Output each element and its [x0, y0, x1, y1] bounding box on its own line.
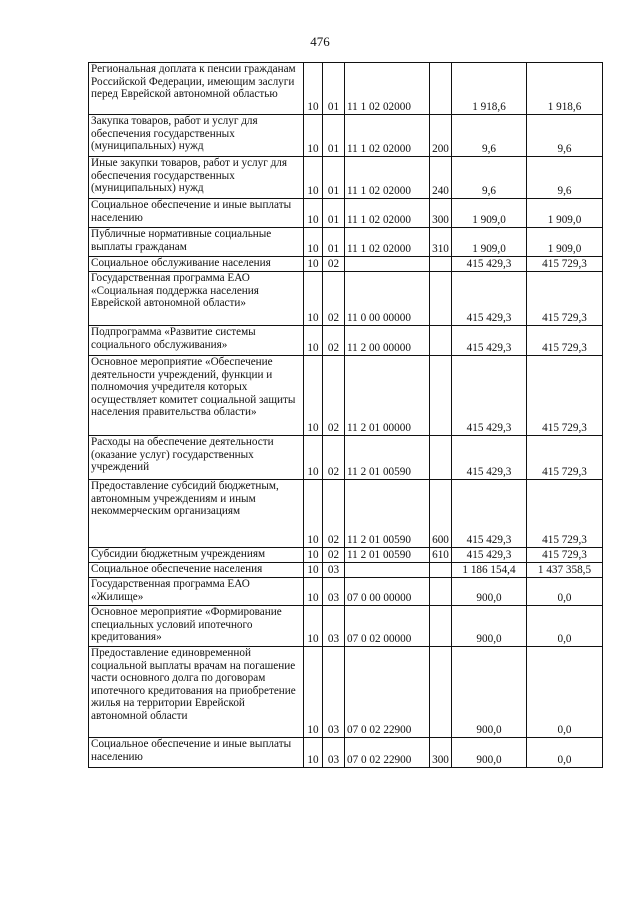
section-code-cell: 10: [304, 606, 323, 647]
subsection-code-cell: 03: [323, 647, 345, 738]
amount-year2-cell: 415 729,3: [527, 326, 603, 356]
table-row: [89, 480, 603, 548]
row-name-cell: Социальное обеспечение и иные выплаты населению: [89, 199, 304, 228]
target-article-cell: 07 0 02 00000: [345, 606, 430, 647]
section-code-cell: 10: [304, 257, 323, 272]
row-name-cell: Предоставление единовременной социальной выплаты врачам на погашение части основного долга по договорам ипотечного кредитования на приобретение жилья на территории Еврейской автономной области: [89, 647, 304, 738]
subsection-code-cell: 03: [323, 606, 345, 647]
table-row: [89, 272, 603, 326]
expense-type-cell: [430, 63, 452, 115]
amount-year2-cell: 9,6: [527, 115, 603, 157]
subsection-code-cell: 01: [323, 199, 345, 228]
row-name-cell: Подпрограмма «Развитие системы социального обслуживания»: [89, 326, 304, 356]
subsection-code-cell: 02: [323, 326, 345, 356]
row-name-cell: Расходы на обеспечение деятельности (оказание услуг) государственных учреждений: [89, 436, 304, 480]
target-article-cell: 11 2 01 00000: [345, 356, 430, 436]
target-article-cell: 11 2 00 00000: [345, 326, 430, 356]
amount-year1-cell: 900,0: [452, 606, 527, 647]
amount-year1-cell: 900,0: [452, 738, 527, 768]
amount-year1-cell: 415 429,3: [452, 356, 527, 436]
table-row: [89, 647, 603, 738]
row-name-cell: Основное мероприятие «Обеспечение деятельности учреждений, функции и полномочия учредителя которых осуществляет комитет социальной защиты населения правительства области»: [89, 356, 304, 436]
expense-type-cell: 300: [430, 199, 452, 228]
amount-year1-cell: 415 429,3: [452, 548, 527, 563]
amount-year1-cell: 415 429,3: [452, 272, 527, 326]
section-code-cell: 10: [304, 563, 323, 578]
amount-year1-cell: 1 909,0: [452, 199, 527, 228]
page-number: 476: [310, 34, 330, 49]
expense-type-cell: [430, 436, 452, 480]
target-article-cell: 11 0 00 00000: [345, 272, 430, 326]
amount-year2-cell: 1 909,0: [527, 199, 603, 228]
amount-year1-cell: 1 909,0: [452, 228, 527, 257]
section-code-cell: 10: [304, 326, 323, 356]
amount-year2-cell: 0,0: [527, 738, 603, 768]
table-row: [89, 738, 603, 768]
amount-year2-cell: 1 437 358,5: [527, 563, 603, 578]
amount-year2-cell: 415 729,3: [527, 272, 603, 326]
section-code-cell: 10: [304, 272, 323, 326]
amount-year1-cell: 9,6: [452, 115, 527, 157]
target-article-cell: 11 1 02 02000: [345, 115, 430, 157]
amount-year2-cell: 415 729,3: [527, 356, 603, 436]
subsection-code-cell: 02: [323, 272, 345, 326]
expense-type-cell: [430, 606, 452, 647]
row-name-cell: Государственная программа ЕАО «Жилище»: [89, 578, 304, 606]
amount-year2-cell: 1 909,0: [527, 228, 603, 257]
amount-year2-cell: 0,0: [527, 606, 603, 647]
amount-year1-cell: 900,0: [452, 578, 527, 606]
expense-type-cell: [430, 563, 452, 578]
amount-year1-cell: 900,0: [452, 647, 527, 738]
section-code-cell: 10: [304, 738, 323, 768]
target-article-cell: 11 2 01 00590: [345, 548, 430, 563]
target-article-cell: [345, 257, 430, 272]
section-code-cell: 10: [304, 356, 323, 436]
expense-type-cell: [430, 578, 452, 606]
section-code-cell: 10: [304, 157, 323, 199]
expense-type-cell: [430, 647, 452, 738]
row-name-cell: Социальное обеспечение и иные выплаты населению: [89, 738, 304, 768]
subsection-code-cell: 01: [323, 157, 345, 199]
section-code-cell: 10: [304, 115, 323, 157]
target-article-cell: 07 0 02 22900: [345, 647, 430, 738]
table-row: [89, 326, 603, 356]
amount-year2-cell: 1 918,6: [527, 63, 603, 115]
row-name-cell: Предоставление субсидий бюджетным, автономным учреждениям и иным некоммерческим организациям: [89, 480, 304, 548]
table-row: [89, 199, 603, 228]
table-row: [89, 356, 603, 436]
subsection-code-cell: 02: [323, 356, 345, 436]
subsection-code-cell: 03: [323, 563, 345, 578]
amount-year2-cell: 415 729,3: [527, 548, 603, 563]
amount-year1-cell: 9,6: [452, 157, 527, 199]
expense-type-cell: 300: [430, 738, 452, 768]
target-article-cell: 11 1 02 02000: [345, 199, 430, 228]
table-row: [89, 578, 603, 606]
target-article-cell: 11 2 01 00590: [345, 480, 430, 548]
amount-year2-cell: 0,0: [527, 578, 603, 606]
section-code-cell: 10: [304, 436, 323, 480]
table-row: [89, 115, 603, 157]
table-row: [89, 257, 603, 272]
expense-type-cell: [430, 356, 452, 436]
expense-type-cell: 200: [430, 115, 452, 157]
amount-year2-cell: 415 729,3: [527, 436, 603, 480]
table-row: [89, 436, 603, 480]
expense-type-cell: 600: [430, 480, 452, 548]
expense-type-cell: [430, 326, 452, 356]
expense-type-cell: [430, 257, 452, 272]
amount-year1-cell: 415 429,3: [452, 436, 527, 480]
row-name-cell: Закупка товаров, работ и услуг для обеспечения государственных (муниципальных) нужд: [89, 115, 304, 157]
target-article-cell: 11 2 01 00590: [345, 436, 430, 480]
section-code-cell: 10: [304, 480, 323, 548]
target-article-cell: [345, 563, 430, 578]
table-row: [89, 228, 603, 257]
amount-year1-cell: 415 429,3: [452, 326, 527, 356]
target-article-cell: 07 0 00 00000: [345, 578, 430, 606]
subsection-code-cell: 01: [323, 228, 345, 257]
row-name-cell: Государственная программа ЕАО «Социальная поддержка населения Еврейской автономной области»: [89, 272, 304, 326]
subsection-code-cell: 01: [323, 63, 345, 115]
table-row: [89, 563, 603, 578]
row-name-cell: Основное мероприятие «Формирование специальных условий ипотечного кредитования»: [89, 606, 304, 647]
expense-type-cell: 310: [430, 228, 452, 257]
section-code-cell: 10: [304, 647, 323, 738]
amount-year1-cell: 415 429,3: [452, 257, 527, 272]
subsection-code-cell: 02: [323, 548, 345, 563]
amount-year2-cell: 9,6: [527, 157, 603, 199]
row-name-cell: Публичные нормативные социальные выплаты гражданам: [89, 228, 304, 257]
subsection-code-cell: 01: [323, 115, 345, 157]
subsection-code-cell: 03: [323, 738, 345, 768]
subsection-code-cell: 02: [323, 257, 345, 272]
section-code-cell: 10: [304, 548, 323, 563]
amount-year1-cell: 415 429,3: [452, 480, 527, 548]
amount-year1-cell: 1 186 154,4: [452, 563, 527, 578]
subsection-code-cell: 02: [323, 480, 345, 548]
subsection-code-cell: 02: [323, 436, 345, 480]
row-name-cell: Социальное обеспечение населения: [89, 563, 304, 578]
section-code-cell: 10: [304, 63, 323, 115]
table-row: [89, 548, 603, 563]
section-code-cell: 10: [304, 199, 323, 228]
expense-type-cell: [430, 272, 452, 326]
table-row: [89, 63, 603, 115]
target-article-cell: 11 1 02 02000: [345, 157, 430, 199]
row-name-cell: Субсидии бюджетным учреждениям: [89, 548, 304, 563]
budget-table: [88, 62, 603, 768]
row-name-cell: Региональная доплата к пенсии гражданам Российской Федерации, имеющим заслуги перед Еврейской автономной областью: [89, 63, 304, 115]
amount-year1-cell: 1 918,6: [452, 63, 527, 115]
row-name-cell: Социальное обслуживание населения: [89, 257, 304, 272]
table-row: [89, 606, 603, 647]
target-article-cell: 07 0 02 22900: [345, 738, 430, 768]
section-code-cell: 10: [304, 228, 323, 257]
amount-year2-cell: 0,0: [527, 647, 603, 738]
section-code-cell: 10: [304, 578, 323, 606]
amount-year2-cell: 415 729,3: [527, 480, 603, 548]
subsection-code-cell: 03: [323, 578, 345, 606]
target-article-cell: 11 1 02 02000: [345, 228, 430, 257]
target-article-cell: 11 1 02 02000: [345, 63, 430, 115]
row-name-cell: Иные закупки товаров, работ и услуг для обеспечения государственных (муниципальных) нужд: [89, 157, 304, 199]
table-row: [89, 157, 603, 199]
amount-year2-cell: 415 729,3: [527, 257, 603, 272]
expense-type-cell: 610: [430, 548, 452, 563]
expense-type-cell: 240: [430, 157, 452, 199]
